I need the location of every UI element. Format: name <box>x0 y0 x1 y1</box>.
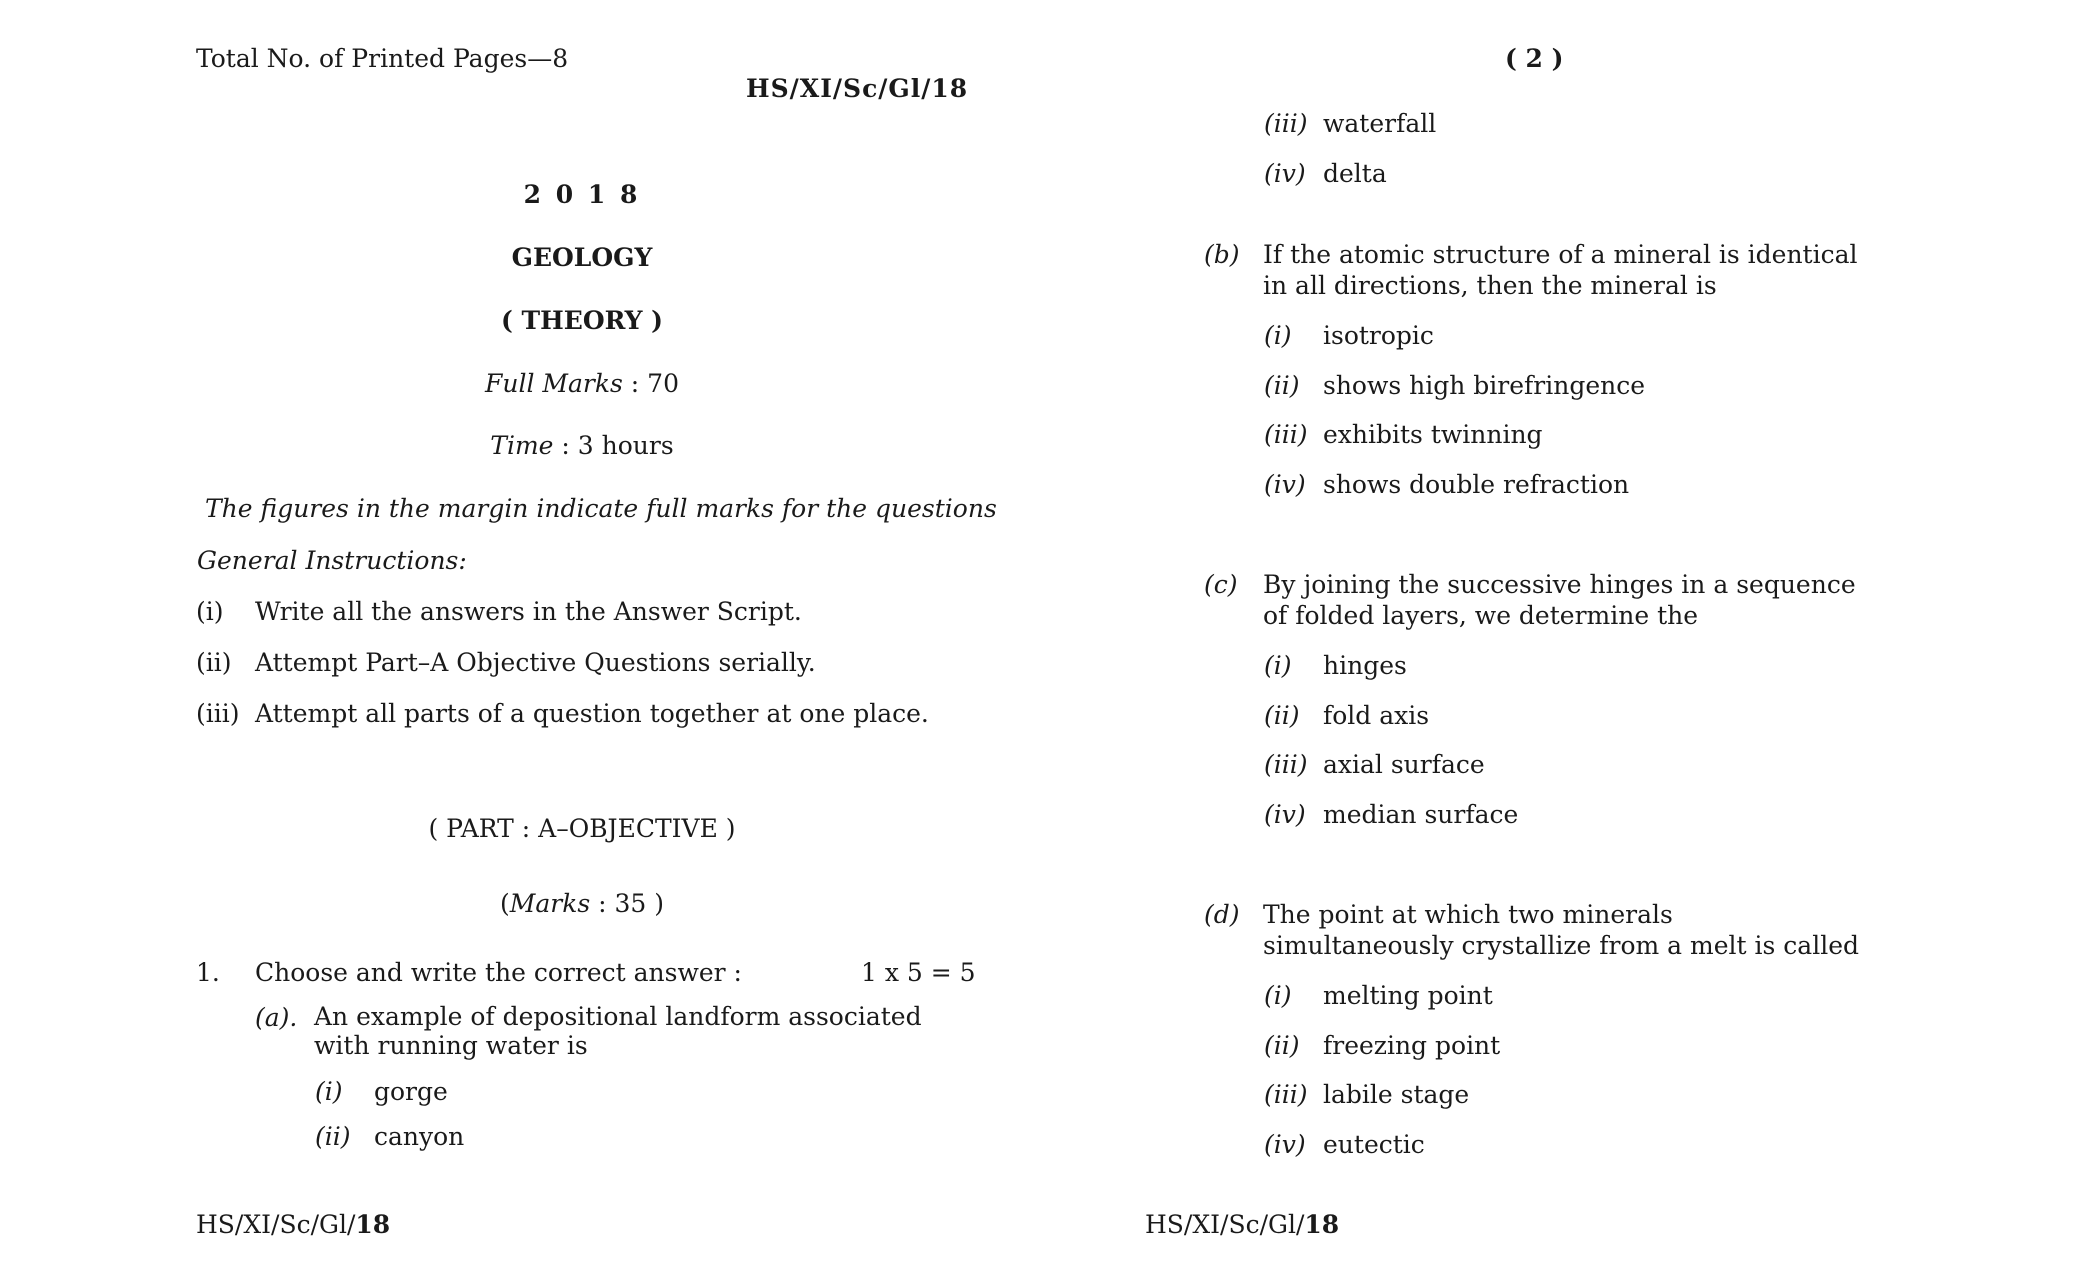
option-number: (iv) <box>1264 470 1306 499</box>
subquestion-text: An example of depositional landform associated with running water is <box>314 1002 922 1060</box>
option-text: waterfall <box>1323 109 1437 138</box>
full-marks-value: : 70 <box>630 369 679 398</box>
option-number: (ii) <box>1264 1031 1300 1060</box>
instruction-number: (iii) <box>196 699 240 728</box>
footer-paper-code <box>196 1210 390 1240</box>
question-text: Choose and write the correct answer : <box>255 958 742 987</box>
option-text: fold axis <box>1323 701 1430 730</box>
paper-type: ( THEORY ) <box>501 306 663 335</box>
option-text: labile stage <box>1323 1080 1470 1109</box>
instruction-text: Write all the answers in the Answer Script. <box>255 597 802 626</box>
subquestion-text: If the atomic structure of a mineral is identical in all directions, then the mineral is <box>1263 240 1858 300</box>
option-text: canyon <box>374 1122 465 1151</box>
subquestion-text: The point at which two minerals simultaneously crystallize from a melt is called <box>1263 900 1859 960</box>
option-number: (iii) <box>1264 109 1308 138</box>
time-label: Time <box>490 431 554 460</box>
instructions-heading: General Instructions: <box>197 546 467 575</box>
option-number: (ii) <box>315 1122 351 1151</box>
footer-code-prefix: HS/XI/Sc/Gl/ <box>1145 1210 1305 1239</box>
part-marks-open: ( <box>499 889 510 918</box>
option-text: isotropic <box>1323 321 1434 350</box>
option-text: shows high birefringence <box>1323 371 1646 400</box>
footer-paper-code <box>1145 1210 1339 1240</box>
option-number: (iv) <box>1264 159 1306 188</box>
option-number: (i) <box>1264 651 1292 680</box>
option-text: delta <box>1323 159 1387 188</box>
option-text: gorge <box>374 1077 448 1106</box>
question-marks: 1 x 5 = 5 <box>861 958 976 987</box>
part-marks <box>500 889 664 919</box>
exam-year: 2 0 1 8 <box>523 180 641 209</box>
subquestion-text: By joining the successive hinges in a sequence of folded layers, we determine the <box>1263 570 1856 630</box>
option-number: (ii) <box>1264 371 1300 400</box>
option-number: (iv) <box>1264 1130 1306 1159</box>
part-marks-label: Marks <box>509 889 591 918</box>
option-text: melting point <box>1323 981 1493 1010</box>
full-marks-label: Full Marks <box>485 369 623 398</box>
option-text: axial surface <box>1323 750 1485 779</box>
option-text: median surface <box>1323 800 1519 829</box>
option-text: shows double refraction <box>1323 470 1630 499</box>
option-number: (iv) <box>1264 800 1306 829</box>
subquestion-label: (b) <box>1204 240 1240 269</box>
option-text: freezing point <box>1323 1031 1501 1060</box>
subquestion-label: (d) <box>1204 900 1240 929</box>
subquestion-label: (a). <box>255 1003 298 1032</box>
option-text: eutectic <box>1323 1130 1425 1159</box>
paper-code-header: HS/XI/Sc/Gl/18 <box>746 74 969 103</box>
instruction-text: Attempt Part–A Objective Questions serially. <box>255 648 816 677</box>
instruction-number: (i) <box>196 597 224 626</box>
footer-code-year: 18 <box>355 1210 391 1239</box>
option-number: (i) <box>315 1077 343 1106</box>
option-number: (ii) <box>1264 701 1300 730</box>
part-heading: ( PART : A–OBJECTIVE ) <box>428 814 736 843</box>
exam-time <box>490 431 673 461</box>
question-number: 1. <box>196 958 220 987</box>
option-text: exhibits twinning <box>1323 420 1543 449</box>
instruction-text: Attempt all parts of a question together at one place. <box>255 699 929 728</box>
time-value: : 3 hours <box>561 431 674 460</box>
margin-note: The figures in the margin indicate full marks for the questions <box>205 494 997 523</box>
part-marks-value: : 35 ) <box>598 889 665 918</box>
subquestion-label: (c) <box>1204 570 1238 599</box>
option-number: (iii) <box>1264 1080 1308 1109</box>
subject-title: GEOLOGY <box>511 243 653 272</box>
footer-code-year: 18 <box>1304 1210 1340 1239</box>
page-number: ( 2 ) <box>1505 44 1564 73</box>
total-pages-note: Total No. of Printed Pages—8 <box>196 44 569 73</box>
footer-code-prefix: HS/XI/Sc/Gl/ <box>196 1210 356 1239</box>
option-number: (iii) <box>1264 420 1308 449</box>
option-text: hinges <box>1323 651 1407 680</box>
option-number: (iii) <box>1264 750 1308 779</box>
full-marks <box>485 369 679 399</box>
option-number: (i) <box>1264 981 1292 1010</box>
option-number: (i) <box>1264 321 1292 350</box>
instruction-number: (ii) <box>196 648 232 677</box>
